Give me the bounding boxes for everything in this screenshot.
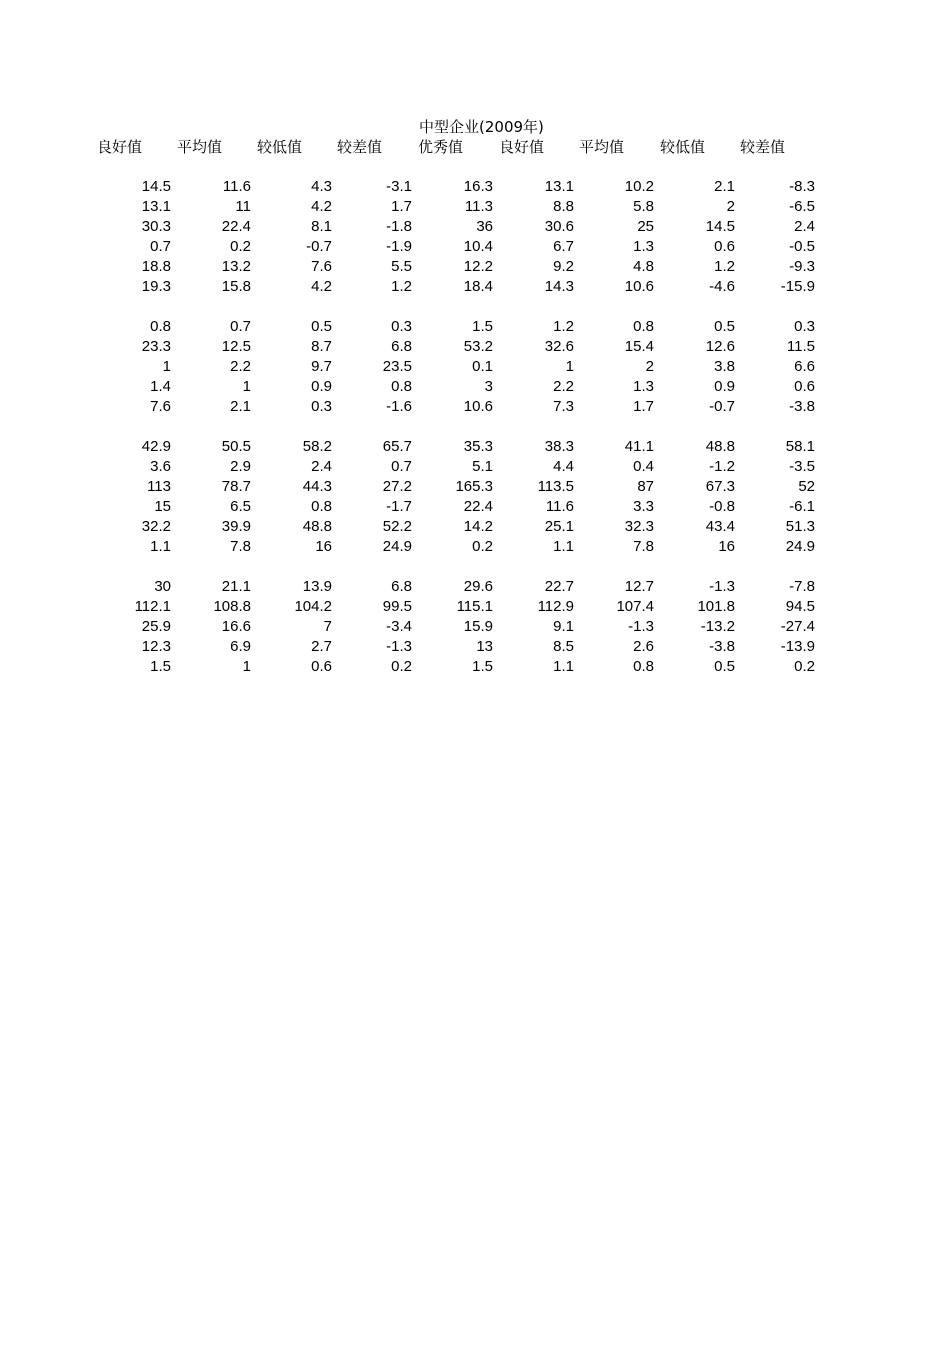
table-cell: -9.3: [789, 258, 815, 275]
table-cell: 25: [637, 218, 654, 235]
table-cell: 0.2: [472, 538, 493, 555]
table-cell: 9.7: [311, 358, 332, 375]
table-cell: 1.2: [391, 278, 412, 295]
table-cell: 15.4: [624, 338, 654, 355]
table-cell: 30: [154, 578, 171, 595]
table-cell: 1.3: [633, 238, 654, 255]
table-cell: 30.6: [544, 218, 574, 235]
table-cell: 53.2: [463, 338, 493, 355]
table-cell: -3.1: [386, 178, 412, 195]
table-cell: 13.9: [302, 578, 332, 595]
table-cell: 12.6: [705, 338, 735, 355]
table-cell: 0.5: [714, 318, 735, 335]
table-cell: -7.8: [789, 578, 815, 595]
table-cell: 24.9: [382, 538, 412, 555]
table-cell: 0.6: [714, 238, 735, 255]
column-header: 较低值: [660, 138, 706, 156]
table-cell: 0.8: [150, 318, 171, 335]
table-cell: 11.3: [464, 198, 493, 215]
table-cell: -0.8: [709, 498, 735, 515]
table-cell: 2.7: [311, 638, 332, 655]
row-group: [0, 577, 950, 677]
table-row: [0, 377, 950, 397]
table-cell: 0.3: [391, 318, 412, 335]
table-cell: 2.2: [230, 358, 251, 375]
table-cell: 30.3: [141, 218, 171, 235]
table-cell: 8.7: [311, 338, 332, 355]
table-cell: 11.5: [786, 338, 815, 355]
table-cell: 1.7: [633, 398, 654, 415]
table-cell: 15.8: [221, 278, 251, 295]
table-cell: 15.9: [463, 618, 493, 635]
table-cell: 16.6: [221, 618, 251, 635]
table-cell: 41.1: [624, 438, 654, 455]
table-cell: 0.3: [311, 398, 332, 415]
table-cell: 25.1: [544, 518, 574, 535]
table-cell: 18.8: [141, 258, 171, 275]
table-row: [0, 237, 950, 257]
table-row: [0, 477, 950, 497]
table-row: [0, 577, 950, 597]
table-cell: 8.1: [311, 218, 332, 235]
table-cell: 7.8: [230, 538, 251, 555]
table-row: [0, 337, 950, 357]
table-cell: 1.1: [553, 538, 574, 555]
table-cell: 1.4: [150, 378, 171, 395]
table-cell: 0.4: [633, 458, 654, 475]
table-cell: 0.7: [150, 238, 171, 255]
table-cell: 1: [242, 378, 251, 395]
table-cell: 14.5: [705, 218, 735, 235]
table-cell: 7.6: [311, 258, 332, 275]
table-cell: 94.5: [785, 598, 815, 615]
table-cell: 32.6: [544, 338, 574, 355]
table-cell: -3.4: [386, 618, 412, 635]
table-cell: 1: [162, 358, 171, 375]
table-cell: 3.8: [714, 358, 735, 375]
table-cell: 22.4: [221, 218, 251, 235]
table-cell: 12.2: [463, 258, 493, 275]
table-row: [0, 517, 950, 537]
table-cell: 112.9: [537, 598, 574, 615]
table-cell: 48.8: [705, 438, 735, 455]
table-cell: 0.9: [311, 378, 332, 395]
table-cell: 39.9: [221, 518, 251, 535]
table-cell: 65.7: [382, 438, 412, 455]
table-cell: 1.1: [150, 538, 171, 555]
table-cell: 2.4: [311, 458, 332, 475]
table-cell: 0.8: [391, 378, 412, 395]
table-cell: 2: [726, 198, 735, 215]
table-cell: -3.5: [789, 458, 815, 475]
table-cell: 19.3: [141, 278, 171, 295]
table-row: [0, 637, 950, 657]
table-cell: 78.7: [221, 478, 251, 495]
table-row: [0, 257, 950, 277]
table-cell: 113: [147, 478, 171, 495]
table-cell: 16: [718, 538, 735, 555]
table-cell: 11.6: [222, 178, 251, 195]
table-cell: 104.2: [294, 598, 332, 615]
table-cell: -3.8: [789, 398, 815, 415]
column-header: 平均值: [177, 138, 223, 156]
table-row: [0, 197, 950, 217]
table-cell: 1.7: [391, 198, 412, 215]
table-cell: 23.5: [382, 358, 412, 375]
table-cell: 101.8: [697, 598, 735, 615]
table-row: [0, 537, 950, 557]
table-cell: 7.8: [633, 538, 654, 555]
table-cell: 10.6: [624, 278, 654, 295]
table-cell: 0.8: [311, 498, 332, 515]
table-cell: 0.8: [633, 318, 654, 335]
table-cell: 5.5: [391, 258, 412, 275]
column-header: 较差值: [740, 138, 786, 156]
table-cell: 10.6: [463, 398, 493, 415]
table-row: [0, 457, 950, 477]
table-cell: 0.6: [311, 658, 332, 675]
table-cell: 3: [484, 378, 493, 395]
table-cell: 1.2: [714, 258, 735, 275]
table-cell: 99.5: [382, 598, 412, 615]
table-cell: -6.1: [789, 498, 815, 515]
table-cell: 24.9: [785, 538, 815, 555]
row-group: [0, 317, 950, 417]
table-cell: 15: [154, 498, 171, 515]
table-cell: 6.6: [794, 358, 815, 375]
column-header-row: [0, 137, 950, 157]
table-cell: 13: [476, 638, 493, 655]
table-cell: 0.3: [794, 318, 815, 335]
table-cell: 67.3: [705, 478, 735, 495]
table-cell: 107.4: [616, 598, 654, 615]
table-cell: 1: [242, 658, 251, 675]
table-cell: 0.6: [794, 378, 815, 395]
table-cell: 6.8: [391, 578, 412, 595]
table-cell: 13.1: [141, 198, 171, 215]
table-cell: 22.7: [544, 578, 574, 595]
table-cell: -1.3: [386, 638, 412, 655]
table-cell: 48.8: [302, 518, 332, 535]
table-cell: -1.8: [386, 218, 412, 235]
table-cell: 44.3: [302, 478, 332, 495]
table-cell: 4.8: [633, 258, 654, 275]
table-cell: 16.3: [463, 178, 493, 195]
column-header: 良好值: [97, 138, 143, 156]
table-cell: 5.1: [472, 458, 493, 475]
table-cell: 4.2: [311, 278, 332, 295]
table-cell: 22.4: [463, 498, 493, 515]
table-cell: 12.3: [141, 638, 171, 655]
table-cell: 43.4: [705, 518, 735, 535]
table-cell: 27.2: [382, 478, 412, 495]
table-cell: 0.2: [391, 658, 412, 675]
table-row: [0, 277, 950, 297]
table-cell: 4.2: [311, 198, 332, 215]
table-cell: 52: [798, 478, 815, 495]
table-cell: 1.5: [472, 318, 493, 335]
table-cell: -4.6: [709, 278, 735, 295]
table-cell: 35.3: [463, 438, 493, 455]
table-cell: 108.8: [213, 598, 251, 615]
table-cell: 12.5: [221, 338, 251, 355]
table-cell: 1.1: [553, 658, 574, 675]
table-cell: 8.8: [553, 198, 574, 215]
table-cell: -13.9: [780, 638, 815, 655]
table-cell: 0.7: [230, 318, 251, 335]
table-cell: 21.1: [221, 578, 251, 595]
table-cell: -27.4: [780, 618, 815, 635]
table-cell: 7.6: [150, 398, 171, 415]
table-cell: 42.9: [141, 438, 171, 455]
table-cell: 6.8: [391, 338, 412, 355]
table-cell: -13.2: [700, 618, 735, 635]
table-cell: 2.6: [633, 638, 654, 655]
table-cell: 0.1: [472, 358, 493, 375]
table-cell: 11: [235, 198, 251, 215]
table-cell: -0.7: [709, 398, 735, 415]
table-cell: 9.2: [553, 258, 574, 275]
table-cell: 1.5: [472, 658, 493, 675]
table-cell: 5.8: [633, 198, 654, 215]
table-cell: 58.2: [302, 438, 332, 455]
table-cell: 29.6: [463, 578, 493, 595]
table-cell: 2.1: [714, 178, 735, 195]
table-cell: 87: [637, 478, 654, 495]
table-cell: -1.9: [386, 238, 412, 255]
table-cell: 25.9: [141, 618, 171, 635]
table-cell: 4.3: [311, 178, 332, 195]
column-header: 较低值: [257, 138, 303, 156]
table-title: 中型企业(2009年): [419, 118, 544, 136]
table-cell: 112.1: [134, 598, 171, 615]
table-row: [0, 217, 950, 237]
table-cell: 14.5: [141, 178, 171, 195]
column-header: 良好值: [499, 138, 545, 156]
table-cell: 6.7: [553, 238, 574, 255]
table-cell: 12.7: [624, 578, 654, 595]
column-header: 优秀值: [418, 138, 464, 156]
table-row: [0, 497, 950, 517]
table-cell: 13.2: [221, 258, 251, 275]
table-cell: 2.1: [230, 398, 251, 415]
table-cell: 32.3: [624, 518, 654, 535]
column-header: 平均值: [579, 138, 625, 156]
table-cell: 6.5: [230, 498, 251, 515]
table-cell: -1.3: [628, 618, 654, 635]
table-body: [0, 177, 950, 697]
row-group: [0, 437, 950, 557]
table-cell: 0.5: [714, 658, 735, 675]
table-cell: -15.9: [780, 278, 815, 295]
table-cell: 8.5: [553, 638, 574, 655]
table-cell: 4.4: [553, 458, 574, 475]
table-cell: 51.3: [785, 518, 815, 535]
table-cell: 1.2: [553, 318, 574, 335]
table-cell: 3.6: [150, 458, 171, 475]
table-cell: 2.9: [230, 458, 251, 475]
table-cell: 11.6: [545, 498, 574, 515]
table-cell: 9.1: [553, 618, 574, 635]
table-cell: 38.3: [544, 438, 574, 455]
table-cell: -8.3: [789, 178, 815, 195]
table-cell: 0.2: [794, 658, 815, 675]
table-cell: 7.3: [553, 398, 574, 415]
table-cell: -3.8: [709, 638, 735, 655]
table-cell: 23.3: [141, 338, 171, 355]
table-cell: -1.3: [709, 578, 735, 595]
table-cell: 7: [323, 618, 332, 635]
table-cell: 165.3: [455, 478, 493, 495]
table-cell: 16: [315, 538, 332, 555]
table-cell: 0.5: [311, 318, 332, 335]
table-cell: 2.2: [553, 378, 574, 395]
table-cell: 0.9: [714, 378, 735, 395]
table-cell: 14.3: [544, 278, 574, 295]
table-cell: -1.2: [709, 458, 735, 475]
table-row: [0, 437, 950, 457]
table-cell: 58.1: [785, 438, 815, 455]
table-cell: 1.5: [150, 658, 171, 675]
table-cell: 52.2: [382, 518, 412, 535]
table-row: [0, 397, 950, 417]
table-cell: 18.4: [463, 278, 493, 295]
table-cell: 1.3: [633, 378, 654, 395]
table-cell: 2: [645, 358, 654, 375]
column-header: 较差值: [337, 138, 383, 156]
table-cell: 115.1: [456, 598, 493, 615]
table-cell: 0.2: [230, 238, 251, 255]
table-cell: -6.5: [789, 198, 815, 215]
table-cell: 13.1: [544, 178, 574, 195]
table-cell: 36: [476, 218, 493, 235]
table-row: [0, 617, 950, 637]
table-row: [0, 657, 950, 677]
table-cell: -1.6: [386, 398, 412, 415]
table-cell: 0.8: [633, 658, 654, 675]
table-cell: -0.7: [306, 238, 332, 255]
table-cell: 10.4: [463, 238, 493, 255]
table-cell: -1.7: [386, 498, 412, 515]
row-group: [0, 177, 950, 297]
table-row: [0, 317, 950, 337]
table-row: [0, 357, 950, 377]
table-row: [0, 177, 950, 197]
table-cell: 113.5: [537, 478, 574, 495]
table-cell: 32.2: [141, 518, 171, 535]
table-cell: 10.2: [624, 178, 654, 195]
table-cell: 0.7: [391, 458, 412, 475]
table-cell: 50.5: [221, 438, 251, 455]
table-cell: -0.5: [789, 238, 815, 255]
table-cell: 3.3: [633, 498, 654, 515]
table-row: [0, 597, 950, 617]
table-cell: 1: [565, 358, 574, 375]
table-cell: 14.2: [463, 518, 493, 535]
table-cell: 6.9: [230, 638, 251, 655]
table-cell: 2.4: [794, 218, 815, 235]
